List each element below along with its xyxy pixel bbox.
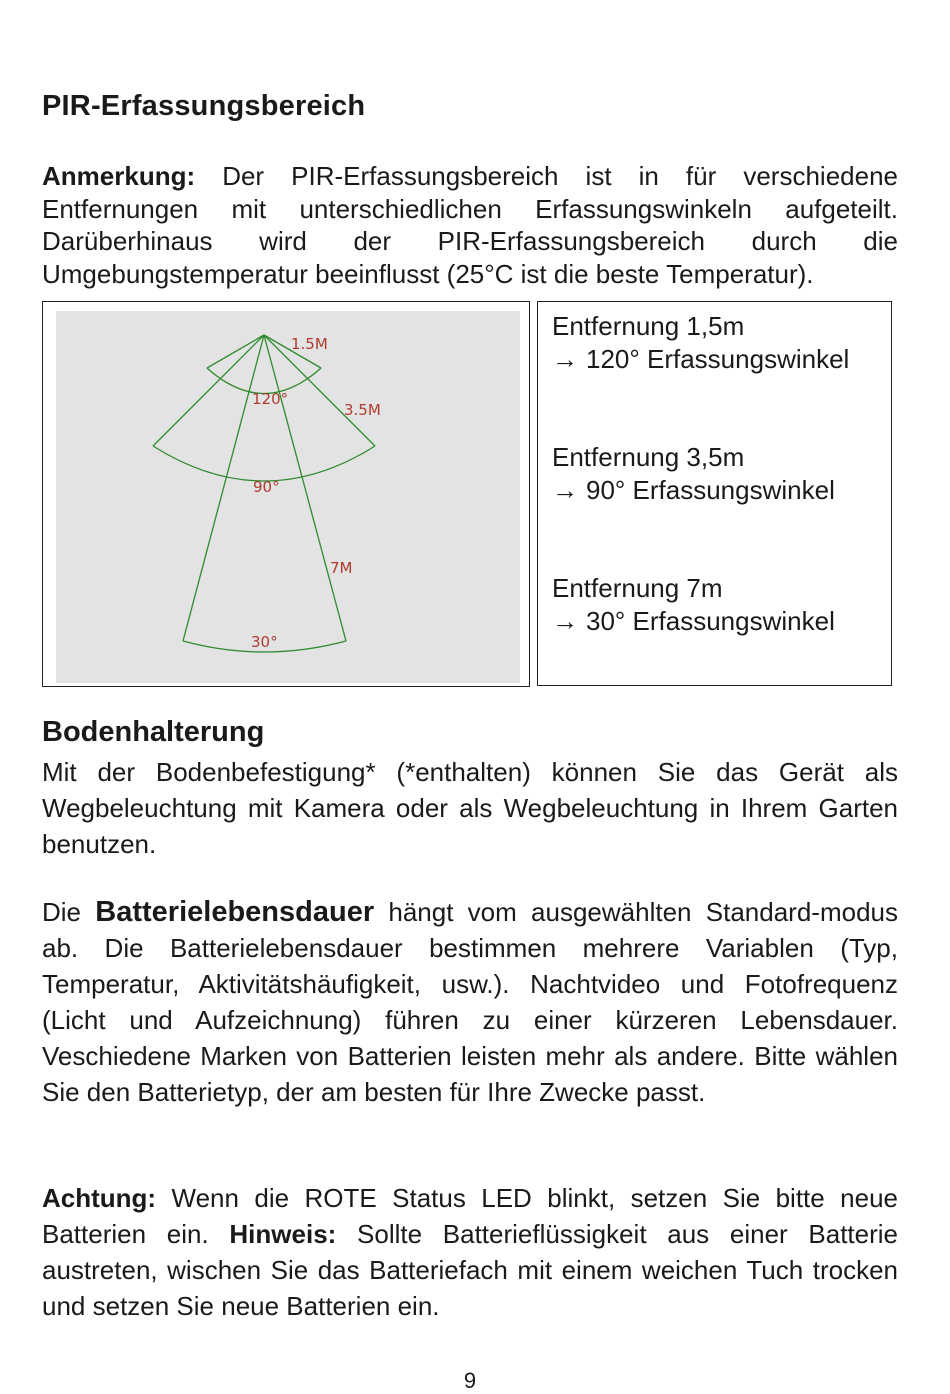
mount-paragraph: Mit der Bodenbefestigung* (*enthalten) können Sie das Gerät als Wegbeleuchtung mit Kamera oder als Wegbeleuchtung in Ihrem Garten benutzen. (42, 757, 898, 859)
range-distance: Entfernung 1,5m (552, 311, 745, 341)
pir-detection-diagram (56, 311, 520, 683)
angle-label-30: 30° (251, 633, 278, 651)
distance-label-1-5m: 1.5M (291, 335, 328, 353)
arrow-right-icon: → (552, 606, 578, 636)
battery-paragraph (42, 894, 898, 1110)
arrow-right-icon: → (552, 344, 578, 374)
note-text: Der PIR-Erfassungsbereich ist in für verschiedene Entfernungen mit unterschiedlichen Erfassungswinkeln aufgeteilt. Darüberhinaus wird der PIR-Erfassungsbereich durch die Umgebungstemperatur beeinflusst (25°C ist die beste Temperatur). (42, 161, 898, 289)
section-title-mount: Bodenhalterung (42, 716, 265, 748)
pir-note-paragraph (42, 160, 898, 290)
hint-text: Sollte Batterieflüssigkeit aus einer Batterie austreten, wischen Sie das Batteriefach mit einem weichen Tuch trocken und setzen Sie neue Batterien ein. (42, 1219, 898, 1321)
range-angle: 30° Erfassungswinkel (586, 606, 835, 636)
range-angle: 120° Erfassungswinkel (586, 344, 850, 374)
warning-label: Achtung: (42, 1183, 157, 1213)
range-info-box (537, 301, 892, 686)
section-title-pir: PIR-Erfassungsbereich (42, 90, 366, 122)
range-distance: Entfernung 7m (552, 573, 723, 603)
battery-text: hängt vom ausgewählten Standard-modus ab. Die Batterielebensdauer bestimmen mehrere Variablen (Typ, Temperatur, Aktivitätshäufigkeit, usw.). Nachtvideo und Fotofrequenz (Licht und Aufzeichnung) führen zu einer kürzeren Lebensdauer. Veschiedene Marken von Batterien leisten mehr als andere. Bitte wählen Sie den Batterietyp, der am besten für Ihre Zwecke passt. (42, 897, 898, 1107)
range-item (552, 572, 835, 638)
page-number: 9 (463, 1368, 477, 1393)
distance-label-3-5m: 3.5M (344, 401, 381, 419)
arrow-right-icon: → (552, 475, 578, 505)
hint-label: Hinweis: (229, 1219, 337, 1249)
warning-text: Wenn die ROTE Status LED blinkt, setzen Sie bitte neue Batterien ein. (42, 1183, 898, 1249)
pir-diagram (56, 311, 520, 683)
distance-label-7m: 7M (330, 559, 353, 577)
warning-paragraph (42, 1180, 898, 1324)
range-item (552, 310, 849, 376)
angle-label-90: 90° (253, 478, 280, 496)
range-distance: Entfernung 3,5m (552, 442, 745, 472)
battery-prefix: Die (42, 897, 96, 927)
pir-diagram-frame (42, 301, 530, 687)
range-item (552, 441, 835, 507)
range-angle: 90° Erfassungswinkel (586, 475, 835, 505)
diagram-background (56, 311, 520, 683)
battery-highlight: Batterielebensdauer (95, 896, 375, 928)
angle-label-120: 120° (252, 390, 289, 408)
note-label: Anmerkung: (42, 161, 196, 191)
